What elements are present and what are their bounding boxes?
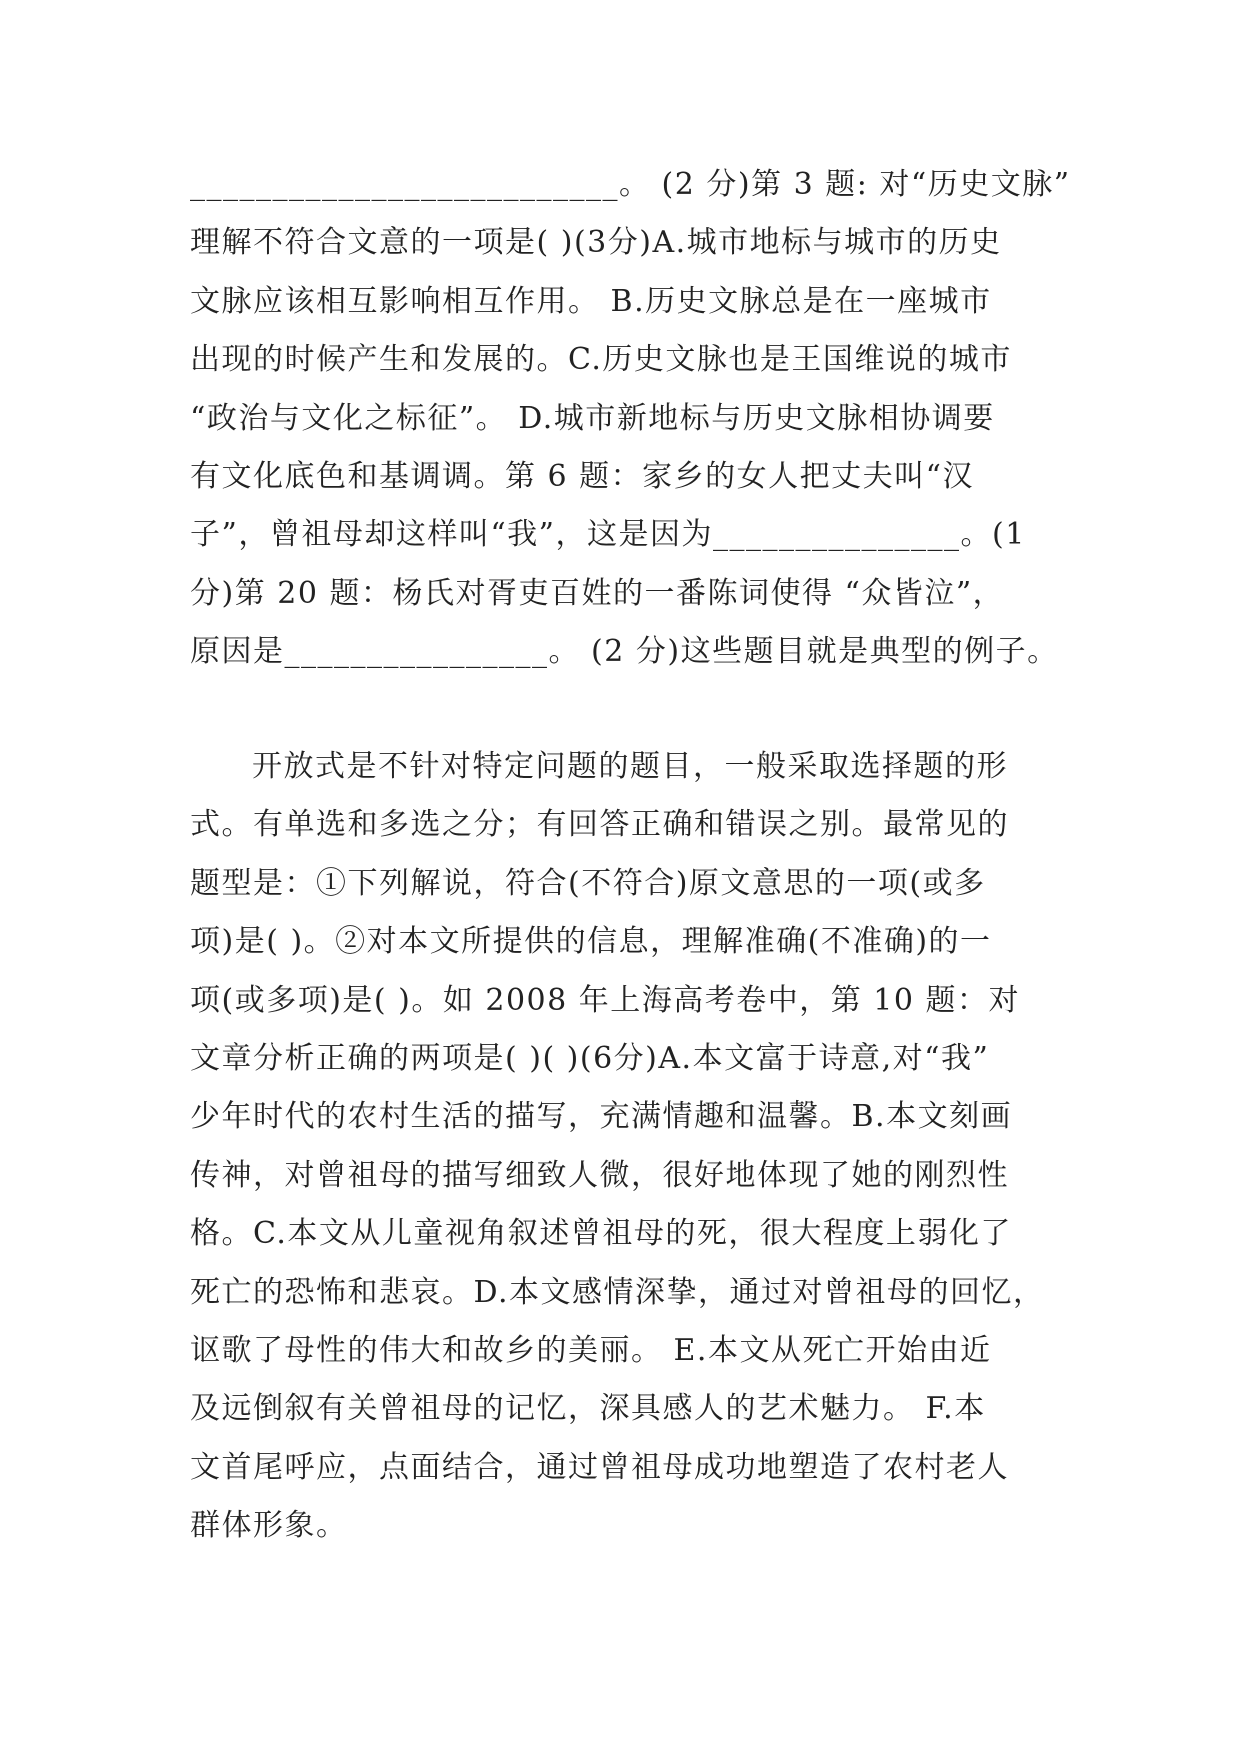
text-line: 理解不符合文意的一项是( )(3分)A.城市地标与城市的历史: [190, 225, 1002, 261]
text-line: 项)是( )。②对本文所提供的信息，理解准确(不准确)的一: [190, 924, 992, 960]
text-line: 项(或多项)是( )。如 2008 年上海高考卷中，第 10 题：对: [190, 982, 1021, 1018]
text-line: 有文化底色和基调调。第 6 题：家乡的女人把丈夫叫“汉: [190, 458, 974, 494]
text-line: __________________________。 (2 分)第 3 题: 对“历史文脉”: [190, 167, 1071, 202]
text-line: 文章分析正确的两项是( )( )(6分)A.本文富于诗意,对“我”: [190, 1040, 990, 1076]
text-line: 文首尾呼应，点面结合，通过曾祖母成功地塑造了农村老人: [190, 1449, 1009, 1485]
text-line: 题型是：①下列解说，符合(不符合)原文意思的一项(或多: [190, 865, 986, 901]
text-line: 格。C.本文从儿童视角叙述曾祖母的死，很大程度上弱化了: [190, 1216, 1012, 1252]
paragraph-open-questions: [190, 738, 1060, 1555]
text-line: 死亡的恐怖和悲哀。D.本文感情深挚，通过对曾祖母的回忆，: [190, 1274, 1045, 1310]
text-line: 出现的时候产生和发展的。C.历史文脉也是王国维说的城市: [190, 342, 1012, 378]
text-line: 文脉应该相互影响相互作用。 B.历史文脉总是在一座城市: [190, 283, 992, 319]
text-line: 群体形象。: [190, 1508, 348, 1544]
text-line: 开放式是不针对特定问题的题目，一般采取选择题的形: [252, 749, 1008, 784]
text-line: 及远倒叙有关曾祖母的记忆，深具感人的艺术魅力。 F.本: [190, 1391, 986, 1427]
text-line: 传神，对曾祖母的描写细致人微，很好地体现了她的刚烈性: [190, 1157, 1009, 1193]
paragraph-question-examples: [190, 156, 1071, 682]
text-line: 式。有单选和多选之分；有回答正确和错误之别。最常见的: [190, 807, 1009, 843]
text-line: 讴歌了母性的伟大和故乡的美丽。 E.本文从死亡开始由近: [190, 1332, 992, 1368]
text-line: 分)第 20 题：杨氏对胥吏百姓的一番陈词使得 “众皆泣”，: [190, 575, 1005, 611]
text-line: 少年时代的农村生活的描写，充满情趣和温馨。B.本文刻画: [190, 1099, 1013, 1135]
text-line: “政治与文化之标征”。 D.城市新地标与历史文脉相协调要: [190, 400, 995, 436]
text-line: 子”，曾祖母却这样叫“我”，这是因为_______________。(1: [190, 517, 1026, 553]
text-line: 原因是________________。 (2 分)这些题目就是典型的例子。: [190, 634, 1059, 670]
